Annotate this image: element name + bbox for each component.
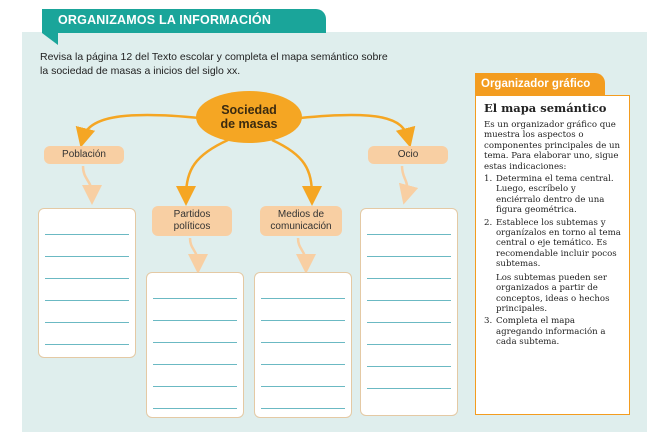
section-title: ORGANIZAMOS LA INFORMACIÓN bbox=[58, 13, 272, 27]
subtopic-label-line-2: comunicación bbox=[270, 221, 332, 232]
writing-line[interactable] bbox=[367, 256, 451, 257]
arrow-medios-to-card bbox=[298, 238, 306, 264]
arrow-ocio-to-card bbox=[402, 166, 407, 195]
arrow-partidos-to-card bbox=[190, 238, 198, 264]
answer-card-poblacion bbox=[38, 208, 136, 358]
writing-line[interactable] bbox=[261, 364, 345, 365]
subtopic-medios-comunicacion bbox=[260, 206, 342, 236]
central-topic-line-2: de masas bbox=[220, 117, 278, 131]
subtopic-ocio bbox=[368, 146, 448, 164]
writing-line[interactable] bbox=[45, 234, 129, 235]
step-number: 1. bbox=[484, 174, 493, 185]
writing-line[interactable] bbox=[367, 366, 451, 367]
central-topic-line-1: Sociedad bbox=[221, 103, 277, 117]
writing-line[interactable] bbox=[45, 256, 129, 257]
organizer-heading: El mapa semántico bbox=[484, 101, 607, 115]
writing-line[interactable] bbox=[367, 344, 451, 345]
step-text: Completa el mapa agregando información a cada subtema. bbox=[496, 316, 606, 348]
step-text: Determina el tema central. Luego, escríbelo y enciérralo dentro de una figura geométrica. bbox=[496, 174, 614, 216]
organizer-intro: Es un organizador gráfico que muestra los aspectos o componentes principales de un tema. Para elaborar uno, sigue estas indicaciones: bbox=[484, 120, 621, 172]
writing-line[interactable] bbox=[153, 298, 237, 299]
instructions-line-2: la sociedad de masas a inicios del siglo xx. bbox=[40, 65, 241, 77]
step-note: Los subtemas pueden ser organizados a partir de conceptos, ideas o hechos principales. bbox=[496, 272, 610, 314]
arrow-to-partidos bbox=[186, 140, 228, 196]
writing-line[interactable] bbox=[153, 364, 237, 365]
answer-card-partidos bbox=[146, 272, 244, 418]
writing-line[interactable] bbox=[153, 320, 237, 321]
step-number: 2. bbox=[484, 217, 493, 228]
writing-line[interactable] bbox=[45, 322, 129, 323]
writing-line[interactable] bbox=[261, 298, 345, 299]
writing-line[interactable] bbox=[45, 344, 129, 345]
writing-line[interactable] bbox=[153, 408, 237, 409]
organizer-step bbox=[484, 174, 621, 216]
step-text: Establece los subtemas y organízalos en torno al tema central o eje temático. Es recomendable incluir pocos subtemas. bbox=[496, 217, 621, 270]
subtopic-label: Población bbox=[62, 149, 106, 160]
writing-line[interactable] bbox=[153, 342, 237, 343]
writing-line[interactable] bbox=[45, 278, 129, 279]
arrow-poblacion-to-card bbox=[83, 166, 92, 195]
arrow-to-medios bbox=[272, 140, 312, 196]
writing-line[interactable] bbox=[261, 320, 345, 321]
subtopic-poblacion bbox=[44, 146, 124, 164]
subtopic-partidos-politicos bbox=[152, 206, 232, 236]
arrow-to-poblacion bbox=[83, 115, 200, 138]
organizer-tab: Organizador gráfico bbox=[475, 73, 605, 95]
writing-line[interactable] bbox=[261, 408, 345, 409]
organizer-step bbox=[484, 218, 621, 315]
answer-card-ocio bbox=[360, 208, 458, 416]
subtopic-label-line-1: Medios de bbox=[277, 209, 325, 220]
organizer-box bbox=[475, 95, 630, 415]
writing-line[interactable] bbox=[261, 386, 345, 387]
writing-line[interactable] bbox=[45, 300, 129, 301]
writing-line[interactable] bbox=[367, 388, 451, 389]
writing-line[interactable] bbox=[261, 342, 345, 343]
writing-line[interactable] bbox=[367, 278, 451, 279]
writing-line[interactable] bbox=[367, 234, 451, 235]
organizer-steps bbox=[484, 174, 621, 348]
central-topic-node bbox=[196, 91, 302, 143]
arrow-to-ocio bbox=[300, 115, 408, 138]
writing-line[interactable] bbox=[153, 386, 237, 387]
subtopic-label-line-2: políticos bbox=[173, 221, 211, 232]
subtopic-label: Ocio bbox=[397, 149, 419, 160]
writing-line[interactable] bbox=[367, 322, 451, 323]
answer-card-medios bbox=[254, 272, 352, 418]
organizer-step bbox=[484, 316, 621, 347]
subtopic-label-line-1: Partidos bbox=[173, 209, 211, 220]
step-number: 3. bbox=[484, 316, 493, 327]
writing-line[interactable] bbox=[367, 300, 451, 301]
instructions-line-1: Revisa la página 12 del Texto escolar y completa el mapa semántico sobre bbox=[40, 51, 388, 63]
